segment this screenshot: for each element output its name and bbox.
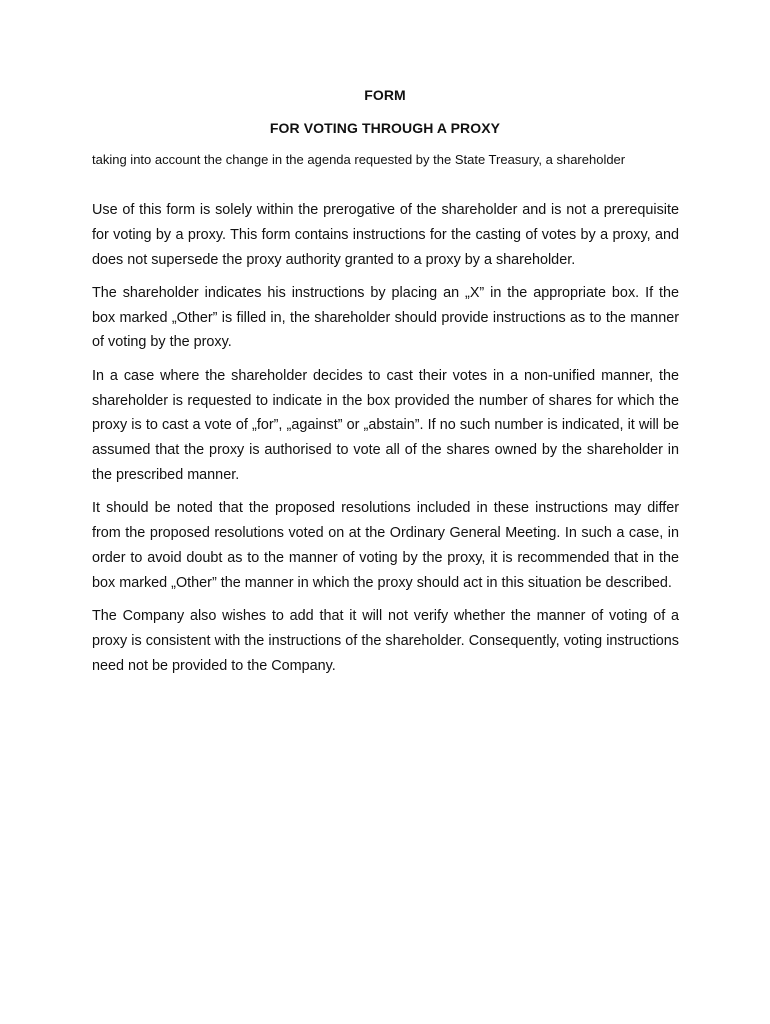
paragraph: In a case where the shareholder decides to cast their votes in a non-unified manner, the shareholder is requested to indicate in the box provided the number of shares for which the proxy is to cast a vote of „for”, „against” or „abstain”. If no such number is indicated, it will be assumed that the proxy is authorised to vote all of the shares owned by the shareholder in the prescribed manner.	[92, 367, 679, 483]
paragraph: Use of this form is solely within the prerogative of the shareholder and is not a prerequisite for voting by a proxy. This form contains instructions for the casting of votes by a proxy, and does not supersede the proxy authority granted to a proxy by a shareholder.	[92, 202, 679, 268]
paragraph: It should be noted that the proposed resolutions included in these instructions may differ from the proposed resolutions voted on at the Ordinary General Meeting. In such a case, in order to avoid doubt as to the manner of voting by the proxy, it is recommended that in the box marked „Other” the manner in which the proxy should act in this situation be described.	[92, 500, 679, 591]
body-text	[92, 198, 679, 687]
form-title: FORM	[364, 87, 406, 103]
paragraph: The Company also wishes to add that it will not verify whether the manner of voting of a proxy is consistent with the instructions of the shareholder. Consequently, voting instructions need not be provided to the Company.	[92, 607, 679, 674]
paragraph: The shareholder indicates his instructions by placing an „X” in the appropriate box. If the box marked „Other” is filled in, the shareholder should provide instructions as to the manner of voting by the proxy.	[92, 284, 679, 351]
form-subtitle-heading: FOR VOTING THROUGH A PROXY	[269, 120, 501, 136]
intro-line: taking into account the change in the agenda requested by the State Treasury, a shareholder	[92, 152, 626, 167]
